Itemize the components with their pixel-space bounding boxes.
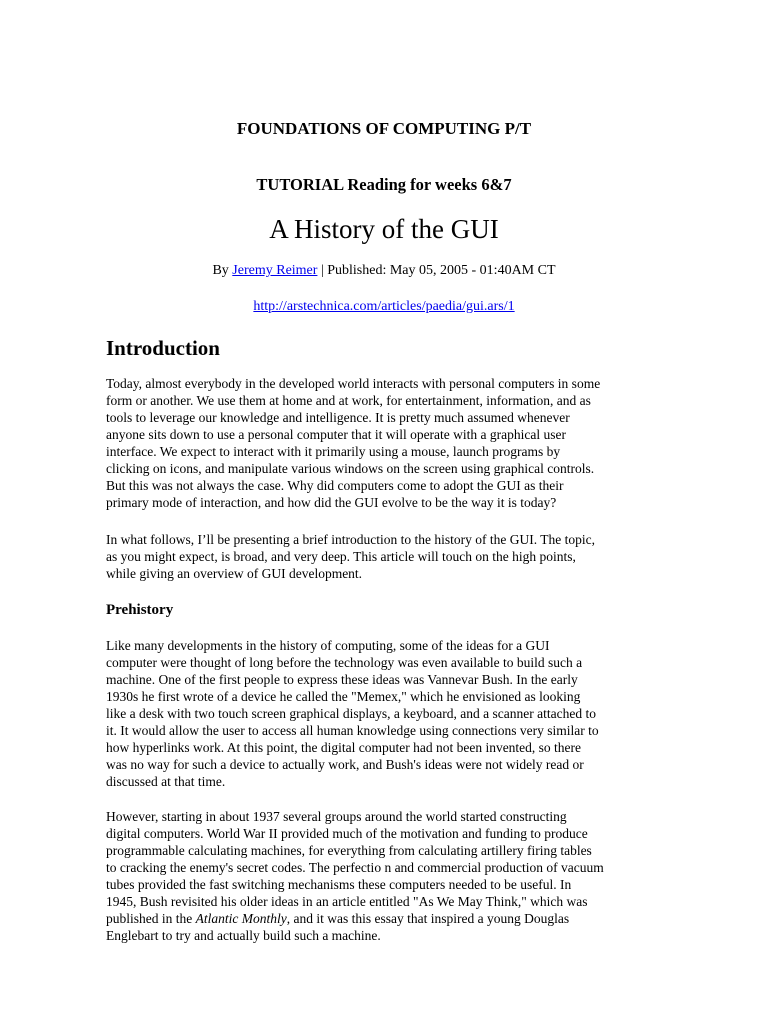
introduction-paragraph-2 bbox=[106, 531, 662, 582]
text-line: Today, almost everybody in the developed world interacts with personal computers in some bbox=[106, 376, 601, 391]
tutorial-label: TUTORIAL bbox=[256, 175, 344, 194]
text-line: as you might expect, is broad, and very deep. This article will touch on the high points, bbox=[106, 549, 576, 564]
text-line: Englebart to try and actually build such a machine. bbox=[106, 928, 381, 943]
byline-published: | Published: May 05, 2005 - 01:40AM CT bbox=[317, 263, 556, 278]
text-line: how hyperlinks work. At this point, the digital computer had not been invented, so there bbox=[106, 740, 582, 755]
tutorial-subtitle bbox=[0, 175, 768, 195]
text-line: while giving an overview of GUI development. bbox=[106, 566, 363, 581]
prehistory-paragraph-1 bbox=[106, 637, 662, 790]
text-line: interface. We expect to interact with it primarily using a mouse, launch programs by bbox=[106, 444, 561, 459]
text-line: tools to leverage our knowledge and intelligence. It is pretty much assumed whenever bbox=[106, 410, 570, 425]
text-line: clicking on icons, and manipulate various windows on the screen using graphical controls. bbox=[106, 461, 595, 476]
text-line: discussed at that time. bbox=[106, 774, 226, 789]
prehistory-paragraph-2 bbox=[106, 808, 662, 944]
text-line: But this was not always the case. Why did computers come to adopt the GUI as their bbox=[106, 478, 564, 493]
source-url-link[interactable]: http://arstechnica.com/articles/paedia/gui.ars/1 bbox=[253, 299, 515, 314]
byline bbox=[0, 262, 768, 280]
text-line: form or another. We use them at home and at work, for entertainment, information, and as bbox=[106, 393, 591, 408]
text-line: 1930s he first wrote of a device he called the "Memex," which he envisioned as looking bbox=[106, 689, 581, 704]
text-segment: , and it was this essay that inspired a young Douglas bbox=[286, 911, 570, 926]
text-line-with-italic bbox=[106, 910, 662, 927]
text-line: digital computers. World War II provided much of the motivation and funding to produce bbox=[106, 826, 588, 841]
text-segment: published in the bbox=[106, 911, 196, 926]
text-line: was no way for such a device to actually work, and Bush's ideas were not widely read or bbox=[106, 757, 584, 772]
text-line: programmable calculating machines, for everything from calculating artillery firing tables bbox=[106, 843, 592, 858]
text-line: it. It would allow the user to access all human knowledge using connections very similar to bbox=[106, 723, 599, 738]
publication-title: Atlantic Monthly bbox=[195, 911, 287, 926]
prehistory-heading: Prehistory bbox=[106, 602, 174, 618]
text-line: Like many developments in the history of computing, some of the ideas for a GUI bbox=[106, 638, 550, 653]
text-line: anyone sits down to use a personal computer that it will operate with a graphical user bbox=[106, 427, 566, 442]
text-line: 1945, Bush revisited his older ideas in an article entitled "As We May Think," which was bbox=[106, 894, 588, 909]
text-line: primary mode of interaction, and how did the GUI evolve to be the way it is today? bbox=[106, 495, 557, 510]
source-url bbox=[0, 298, 768, 316]
introduction-paragraph-1 bbox=[106, 375, 662, 511]
text-line: tubes provided the fast switching mechanisms these computers needed to be useful. In bbox=[106, 877, 572, 892]
tutorial-reading-weeks: Reading for weeks 6&7 bbox=[343, 175, 512, 194]
course-title: FOUNDATIONS OF COMPUTING P/T bbox=[236, 119, 532, 138]
text-line: In what follows, I’ll be presenting a brief introduction to the history of the GUI. The topic, bbox=[106, 532, 596, 547]
byline-prefix: By bbox=[212, 263, 233, 278]
text-line: machine. One of the first people to express these ideas was Vannevar Bush. In the early bbox=[106, 672, 578, 687]
text-line: to cracking the enemy's secret codes. The perfectio n and commercial production of vacuum bbox=[106, 860, 604, 875]
introduction-heading: Introduction bbox=[106, 336, 220, 360]
text-line: like a desk with two touch screen graphical displays, a keyboard, and a scanner attached to bbox=[106, 706, 596, 721]
text-line: However, starting in about 1937 several groups around the world started constructing bbox=[106, 809, 567, 824]
article-title: A History of the GUI bbox=[269, 214, 499, 244]
author-link[interactable]: Jeremy Reimer bbox=[232, 263, 318, 278]
text-line: computer were thought of long before the technology was even available to build such a bbox=[106, 655, 583, 670]
